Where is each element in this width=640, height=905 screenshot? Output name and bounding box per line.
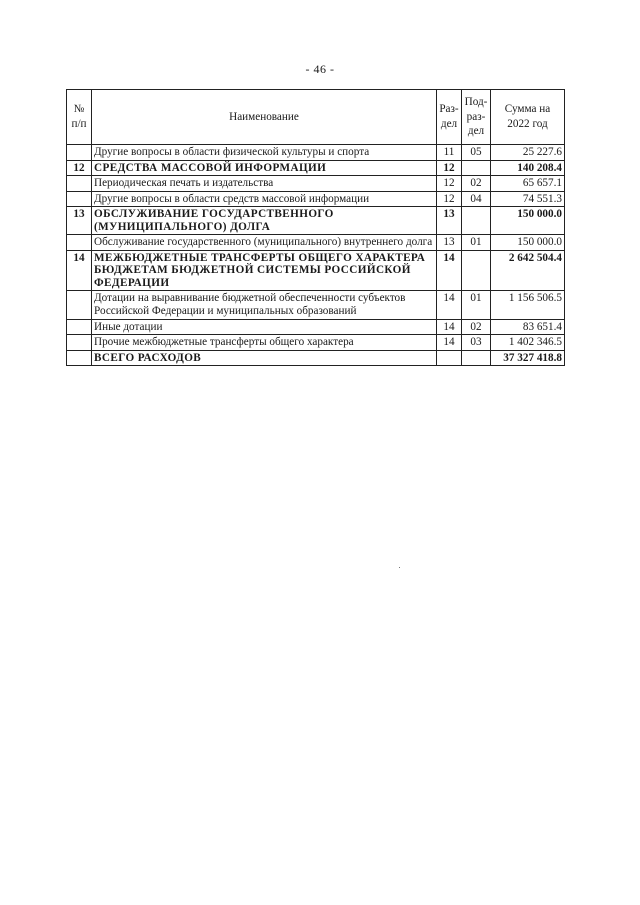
row-subsection-cell: 05 bbox=[462, 145, 491, 161]
row-name-cell: Обслуживание государственного (муниципального) внутреннего долга bbox=[92, 235, 437, 251]
row-name-cell: ВСЕГО РАСХОДОВ bbox=[92, 350, 437, 366]
table-row bbox=[67, 207, 565, 235]
table-row bbox=[67, 350, 565, 366]
row-name-cell: Дотации на выравнивание бюджетной обеспеченности субъектов Российской Федерации и муниципальных образований bbox=[92, 291, 437, 319]
row-section-cell: 14 bbox=[437, 250, 462, 291]
row-subsection-cell bbox=[462, 207, 491, 235]
row-name-cell: Другие вопросы в области средств массовой информации bbox=[92, 191, 437, 207]
table-row bbox=[67, 335, 565, 351]
table-row bbox=[67, 250, 565, 291]
row-number-cell bbox=[67, 145, 92, 161]
row-amount-cell: 140 208.4 bbox=[491, 160, 565, 176]
row-amount-cell: 83 651.4 bbox=[491, 319, 565, 335]
row-amount-cell: 150 000.0 bbox=[491, 207, 565, 235]
row-number-cell bbox=[67, 335, 92, 351]
row-number-cell bbox=[67, 235, 92, 251]
row-amount-cell: 1 156 506.5 bbox=[491, 291, 565, 319]
row-name-cell: Другие вопросы в области физической культуры и спорта bbox=[92, 145, 437, 161]
row-section-cell: 12 bbox=[437, 160, 462, 176]
row-subsection-cell: 01 bbox=[462, 235, 491, 251]
row-name-cell: МЕЖБЮДЖЕТНЫЕ ТРАНСФЕРТЫ ОБЩЕГО ХАРАКТЕРА БЮДЖЕТАМ БЮДЖЕТНОЙ СИСТЕМЫ РОССИЙСКОЙ ФЕДЕРАЦИИ bbox=[92, 250, 437, 291]
row-amount-cell: 74 551.3 bbox=[491, 191, 565, 207]
row-amount-cell: 37 327 418.8 bbox=[491, 350, 565, 366]
table-row bbox=[67, 191, 565, 207]
row-section-cell bbox=[437, 350, 462, 366]
table-body bbox=[67, 145, 565, 366]
row-name-cell: СРЕДСТВА МАССОВОЙ ИНФОРМАЦИИ bbox=[92, 160, 437, 176]
row-subsection-cell bbox=[462, 160, 491, 176]
table-header-row bbox=[67, 90, 565, 145]
row-number-cell: 14 bbox=[67, 250, 92, 291]
header-name: Наименование bbox=[92, 90, 437, 145]
row-section-cell: 13 bbox=[437, 207, 462, 235]
row-amount-cell: 25 227.6 bbox=[491, 145, 565, 161]
row-name-cell: ОБСЛУЖИВАНИЕ ГОСУДАРСТВЕННОГО (МУНИЦИПАЛЬНОГО) ДОЛГА bbox=[92, 207, 437, 235]
row-number-cell bbox=[67, 350, 92, 366]
row-subsection-cell: 02 bbox=[462, 319, 491, 335]
row-subsection-cell: 03 bbox=[462, 335, 491, 351]
row-number-cell bbox=[67, 176, 92, 192]
row-subsection-cell bbox=[462, 250, 491, 291]
row-amount-cell: 150 000.0 bbox=[491, 235, 565, 251]
row-number-cell: 13 bbox=[67, 207, 92, 235]
table-row bbox=[67, 160, 565, 176]
header-section: Раз-дел bbox=[437, 90, 462, 145]
table-row bbox=[67, 235, 565, 251]
row-name-cell: Иные дотации bbox=[92, 319, 437, 335]
row-section-cell: 14 bbox=[437, 319, 462, 335]
row-name-cell: Периодическая печать и издательства bbox=[92, 176, 437, 192]
budget-table bbox=[66, 89, 565, 366]
page-number: - 46 - bbox=[305, 62, 335, 76]
row-subsection-cell: 01 bbox=[462, 291, 491, 319]
row-section-cell: 14 bbox=[437, 335, 462, 351]
header-num: № п/п bbox=[67, 90, 92, 145]
row-amount-cell: 65 657.1 bbox=[491, 176, 565, 192]
table-row bbox=[67, 176, 565, 192]
row-number-cell: 12 bbox=[67, 160, 92, 176]
table-row bbox=[67, 145, 565, 161]
row-section-cell: 14 bbox=[437, 291, 462, 319]
row-section-cell: 12 bbox=[437, 176, 462, 192]
row-amount-cell: 1 402 346.5 bbox=[491, 335, 565, 351]
row-subsection-cell: 02 bbox=[462, 176, 491, 192]
row-section-cell: 11 bbox=[437, 145, 462, 161]
header-subsection: Под-раз-дел bbox=[462, 90, 491, 145]
scan-speck bbox=[399, 567, 400, 568]
row-amount-cell: 2 642 504.4 bbox=[491, 250, 565, 291]
row-number-cell bbox=[67, 319, 92, 335]
row-section-cell: 12 bbox=[437, 191, 462, 207]
row-name-cell: Прочие межбюджетные трансферты общего характера bbox=[92, 335, 437, 351]
row-section-cell: 13 bbox=[437, 235, 462, 251]
table-row bbox=[67, 291, 565, 319]
table-row bbox=[67, 319, 565, 335]
header-amount: Сумма на 2022 год bbox=[491, 90, 565, 145]
row-number-cell bbox=[67, 291, 92, 319]
row-number-cell bbox=[67, 191, 92, 207]
row-subsection-cell: 04 bbox=[462, 191, 491, 207]
row-subsection-cell bbox=[462, 350, 491, 366]
